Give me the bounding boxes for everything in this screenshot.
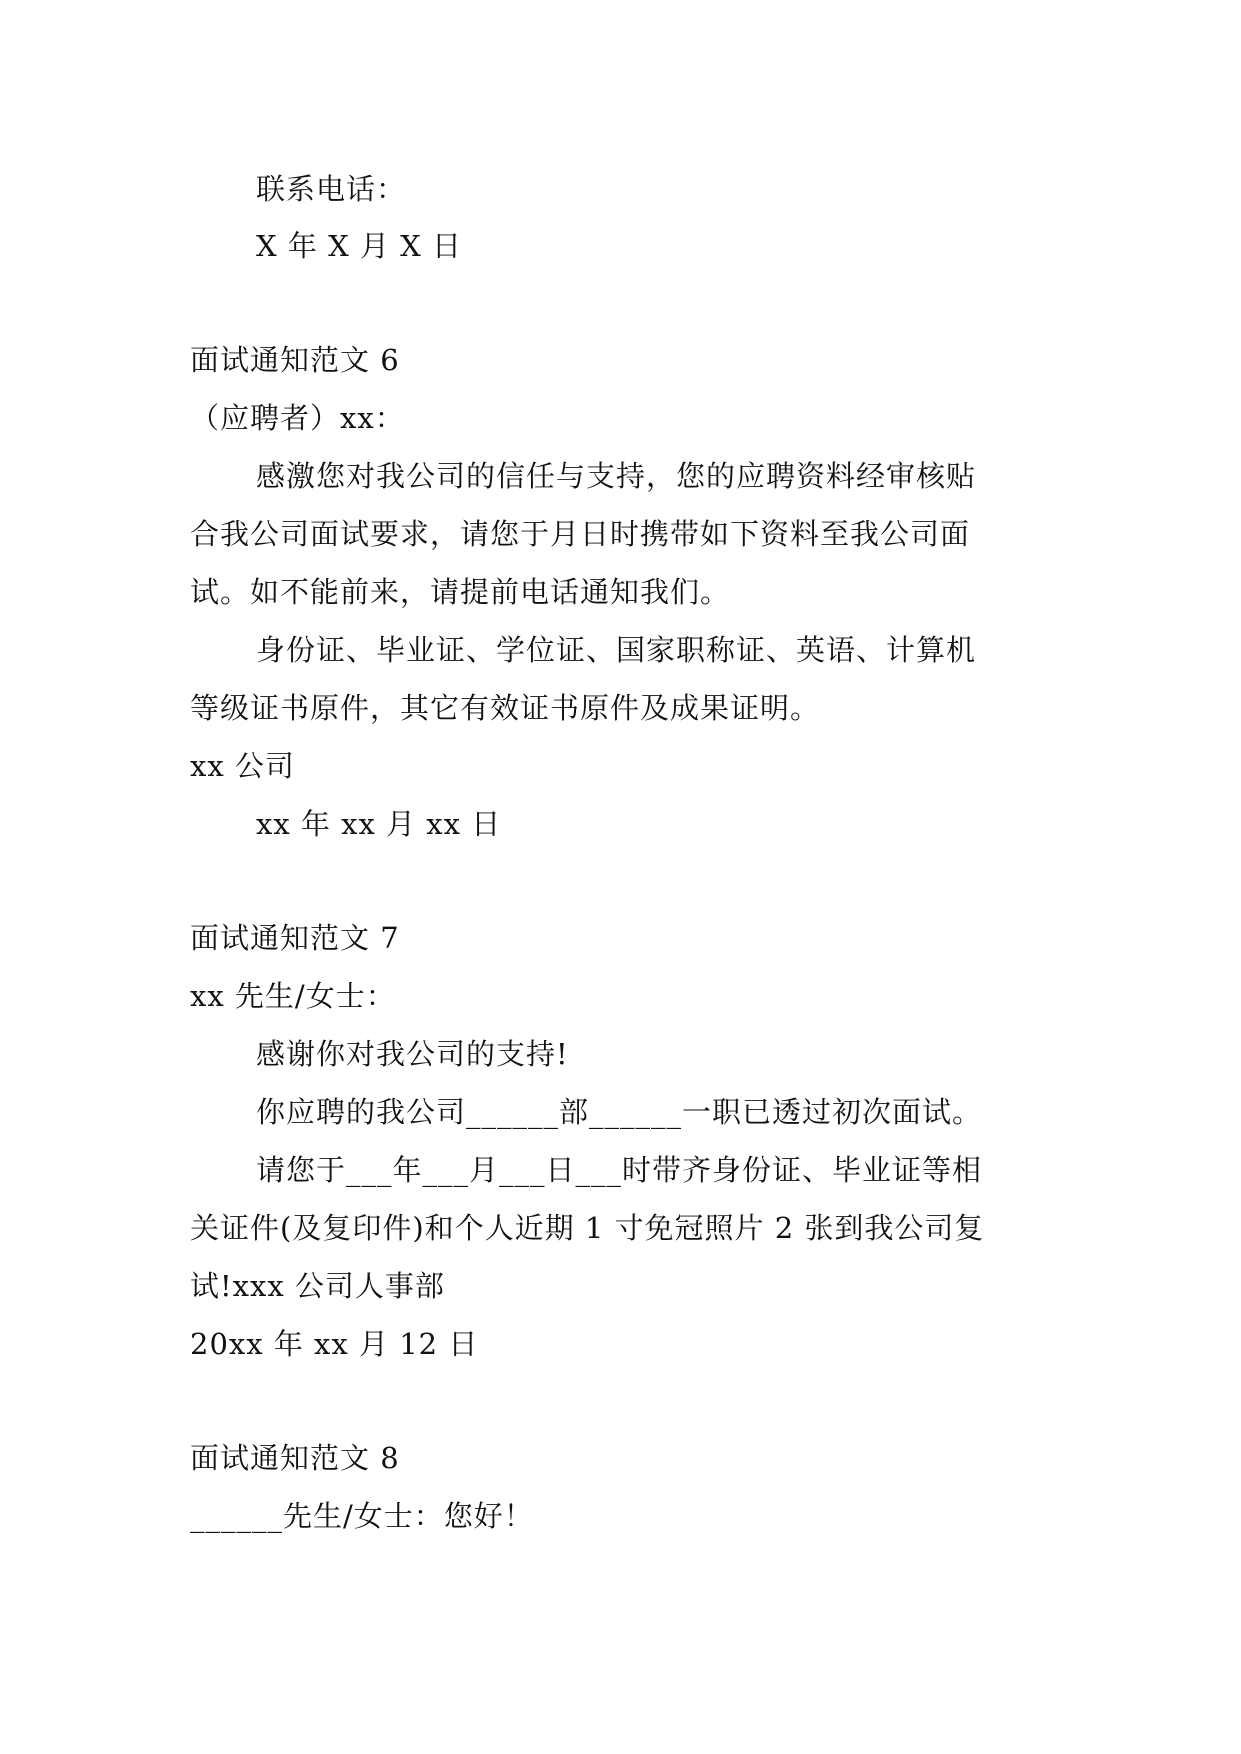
section-title-7: 面试通知范文 7 bbox=[190, 921, 400, 955]
section-title-8: 面试通知范文 8 bbox=[190, 1441, 400, 1475]
contact-phone-label: 联系电话： bbox=[256, 172, 407, 206]
body-6-p1-l1: 感激您对我公司的信任与支持，您的应聘资料经审核贴 bbox=[256, 459, 977, 493]
salutation-8: ______先生/女士：您好！ bbox=[190, 1499, 534, 1533]
body-6-p1-l2: 合我公司面试要求，请您于月日时携带如下资料至我公司面 bbox=[190, 517, 971, 551]
body-6-p2-l2: 等级证书原件，其它有效证书原件及成果证明。 bbox=[190, 691, 821, 725]
signature-company-6: xx 公司 bbox=[190, 749, 295, 783]
body-7-p2: 你应聘的我公司______部______一职已透过初次面试。 bbox=[256, 1095, 983, 1129]
date-line: X 年 X 月 X 日 bbox=[256, 229, 463, 263]
body-6-p1-l3: 试。如不能前来，请提前电话通知我们。 bbox=[190, 575, 731, 609]
body-7-p1: 感谢你对我公司的支持! bbox=[256, 1037, 569, 1071]
body-7-p3-l1: 请您于___年___月___日___时带齐身份证、毕业证等相 bbox=[256, 1153, 983, 1187]
signature-date-7: 20xx 年 xx 月 12 日 bbox=[190, 1327, 479, 1361]
body-7-p3-l3: 试!xxx 公司人事部 bbox=[190, 1269, 445, 1303]
signature-date-6: xx 年 xx 月 xx 日 bbox=[256, 807, 502, 841]
body-7-p3-l2: 关证件(及复印件)和个人近期 1 寸免冠照片 2 张到我公司复 bbox=[190, 1211, 985, 1245]
body-6-p2-l1: 身份证、毕业证、学位证、国家职称证、英语、计算机 bbox=[256, 633, 977, 667]
salutation-7: xx 先生/女士： bbox=[190, 979, 396, 1013]
section-title-6: 面试通知范文 6 bbox=[190, 343, 400, 377]
salutation-6: （应聘者）xx： bbox=[190, 401, 405, 435]
